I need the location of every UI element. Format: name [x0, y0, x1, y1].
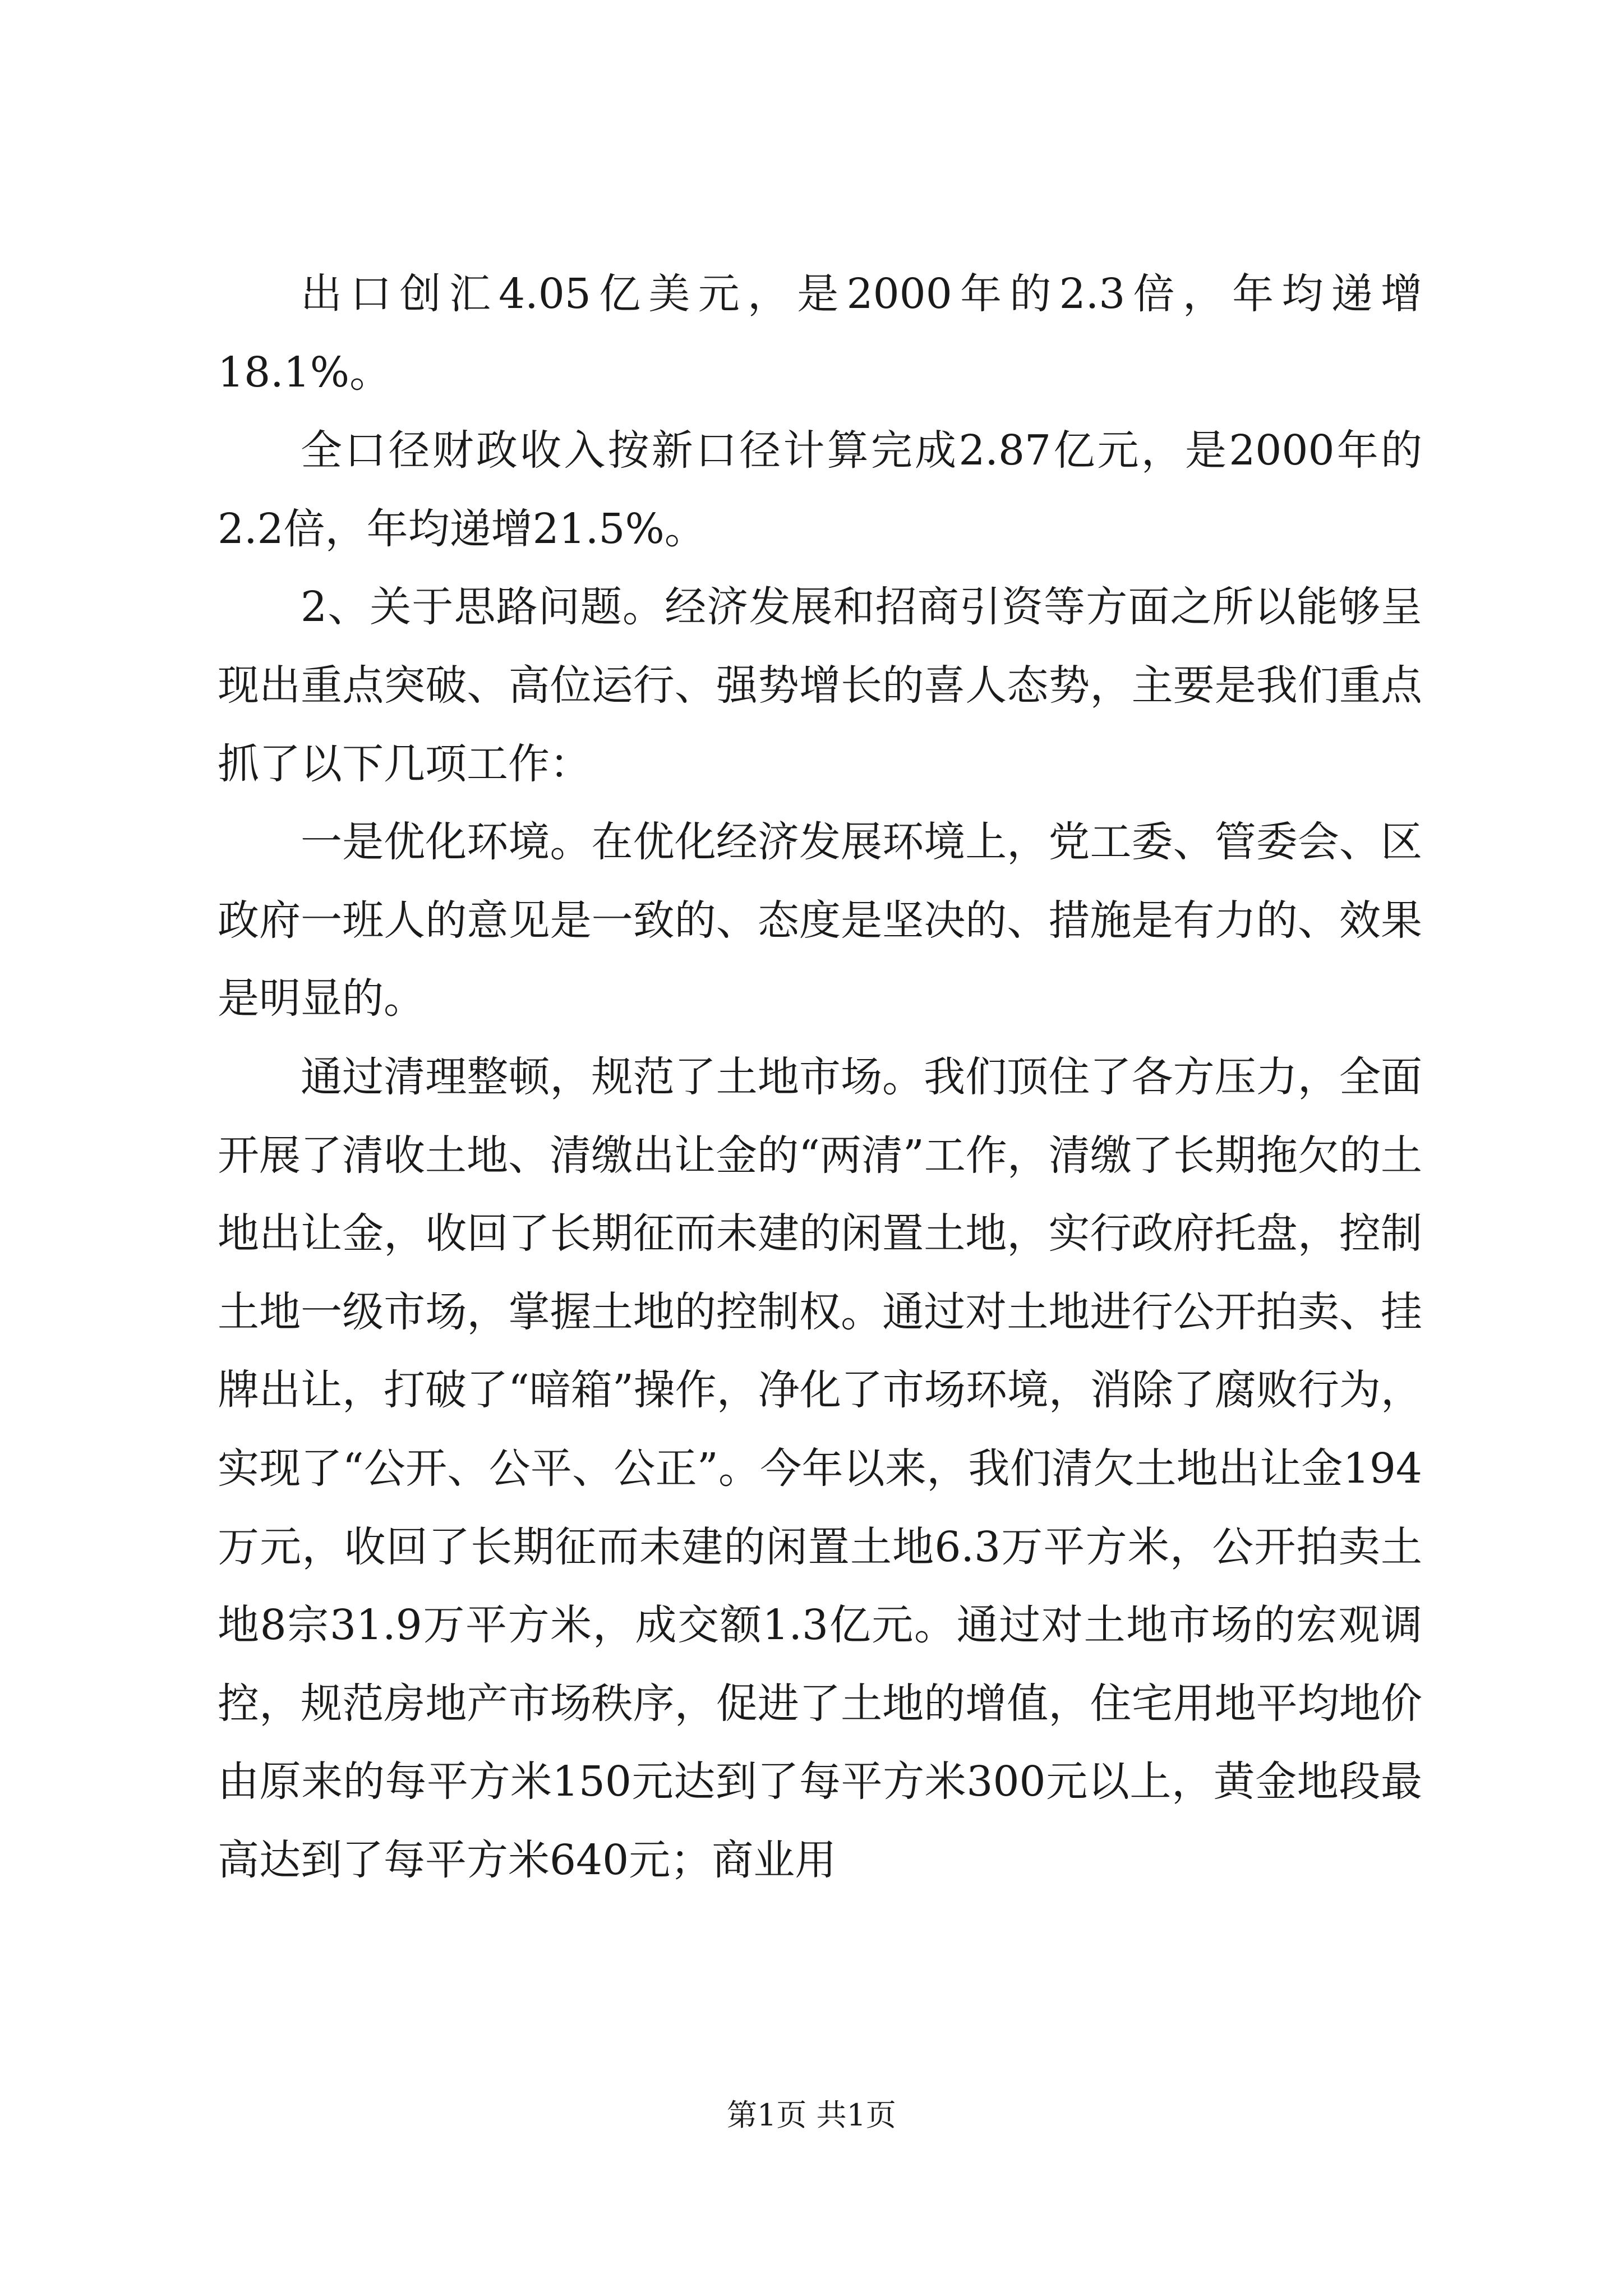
paragraph-fiscal-revenue: 全口径财政收入按新口径计算完成2.87亿元，是2000年的2.2倍，年均递增21.5%。	[218, 426, 1422, 553]
paragraph-approach: 2、关于思路问题。经济发展和招商引资等方面之所以能够呈现出重点突破、高位运行、强势增长的喜人态势，主要是我们重点抓了以下几项工作：	[218, 583, 1422, 788]
document-body	[218, 255, 1422, 1899]
paragraph-land-market: 通过清理整顿，规范了土地市场。我们顶住了各方压力，全面开展了清收土地、清缴出让金的“两清”工作，清缴了长期拖欠的土地出让金，收回了长期征而未建的闲置土地，实行政府托盘，控制土地一级市场，掌握土地的控制权。通过对土地进行公开拍卖、挂牌出让，打破了“暗箱”操作，净化了市场环境，消除了腐败行为，实现了“公开、公平、公正”。今年以来，我们清欠土地出让金194万元，收回了长期征而未建的闲置土地6.3万平方米，公开拍卖土地8宗31.9万平方米，成交额1.3亿元。通过对土地市场的宏观调控，规范房地产市场秩序，促进了土地的增值，住宅用地平均地价由原来的每平方米150元达到了每平方米300元以上，黄金地段最高达到了每平方米640元；商业用	[218, 1052, 1422, 1884]
paragraph-optimize-environment: 一是优化环境。在优化经济发展环境上，党工委、管委会、区政府一班人的意见是一致的、态度是坚决的、措施是有力的、效果是明显的。	[218, 818, 1422, 1023]
page-footer: 第1页 共1页	[727, 2097, 896, 2133]
paragraph-export-earnings: 出口创汇4.05亿美元，是2000年的2.3倍，年均递增18.1%。	[218, 270, 1422, 397]
